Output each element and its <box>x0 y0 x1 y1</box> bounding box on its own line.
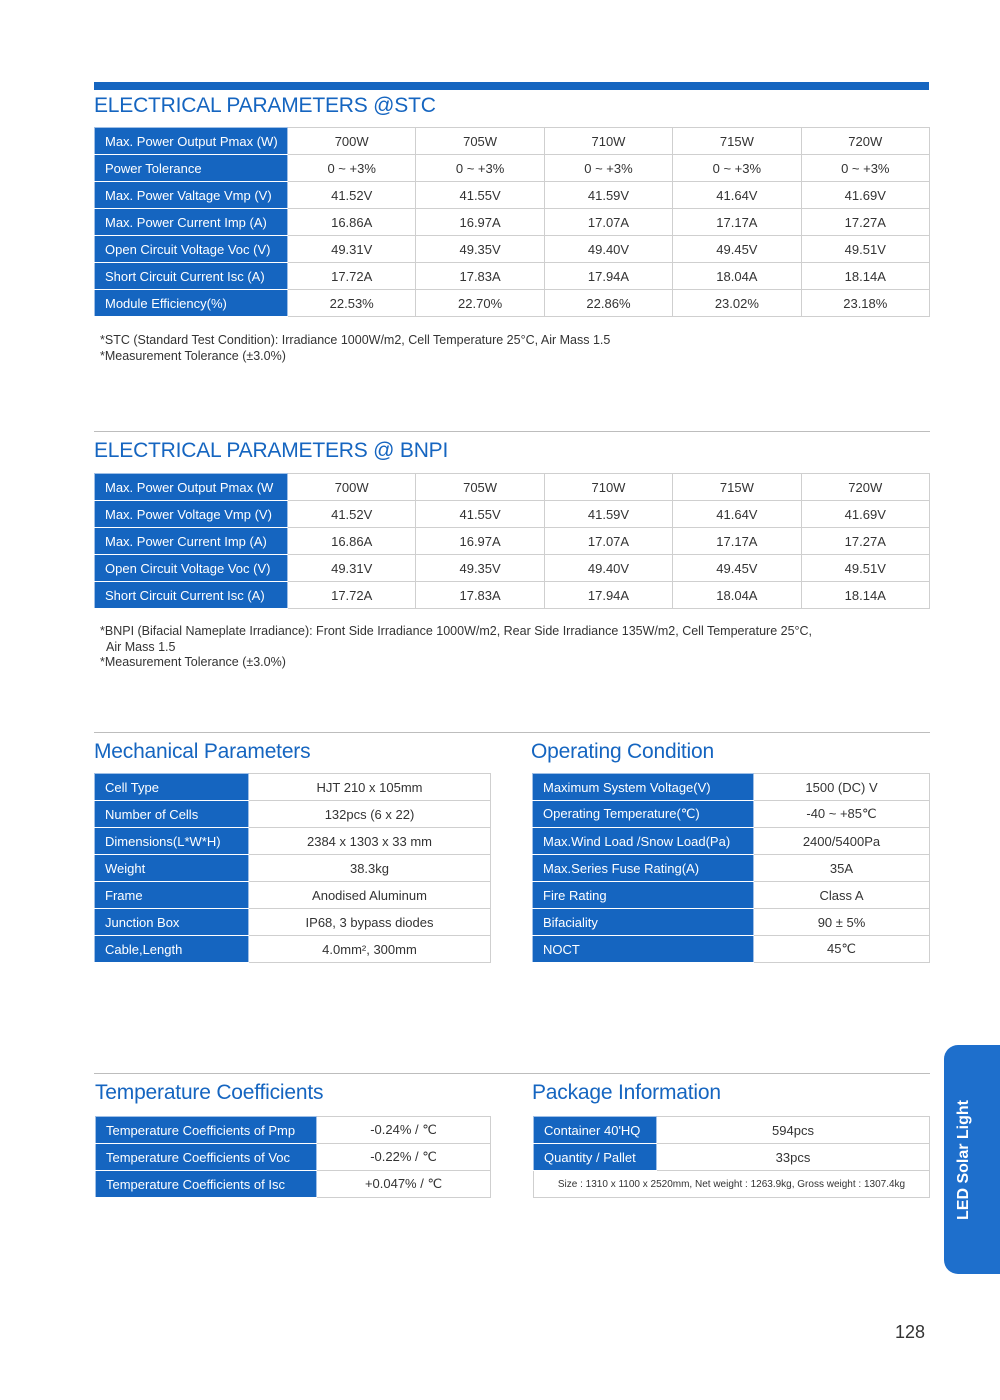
table-row <box>95 774 491 801</box>
row-label: Bifaciality <box>533 909 754 936</box>
table-cell: 41.59V <box>544 182 672 209</box>
row-value: 1500 (DC) V <box>754 774 930 801</box>
table-cell: 41.69V <box>801 182 929 209</box>
row-value: -0.22% / ℃ <box>317 1144 491 1171</box>
table-cell: 17.07A <box>544 209 672 236</box>
table-cell: 17.83A <box>416 582 544 609</box>
table-cell: 41.64V <box>673 501 801 528</box>
table-row <box>533 801 930 828</box>
section-side-tab <box>944 1045 1000 1274</box>
row-value: 33pcs <box>657 1144 930 1171</box>
table-cell: 17.72A <box>288 582 416 609</box>
table-row <box>95 555 930 582</box>
table-row <box>95 528 930 555</box>
table-row <box>95 209 930 236</box>
table-row <box>95 263 930 290</box>
table-cell: 22.53% <box>288 290 416 317</box>
row-label: Module Efficiency(%) <box>95 290 288 317</box>
table-cell: 49.31V <box>288 236 416 263</box>
table-cell: 41.55V <box>416 501 544 528</box>
stc-parameters-table <box>94 127 930 317</box>
package-information-table <box>533 1116 930 1198</box>
row-label: Short Circuit Current Isc (A) <box>95 582 288 609</box>
table-row <box>95 582 930 609</box>
table-row <box>95 936 491 963</box>
table-cell: 715W <box>673 128 801 155</box>
table-cell: 41.69V <box>801 501 929 528</box>
package-size-note: Size : 1310 x 1100 x 2520mm, Net weight : 1263.9kg, Gross weight : 1307.4kg <box>534 1171 930 1198</box>
row-label: Max. Power Voltage Vmp (V) <box>95 501 288 528</box>
row-value: -40 ~ +85℃ <box>754 801 930 828</box>
page-number: 128 <box>894 1322 925 1342</box>
operating-condition-table <box>532 773 930 963</box>
table-row <box>95 474 930 501</box>
table-row <box>533 882 930 909</box>
table-cell: 720W <box>801 128 929 155</box>
divider <box>94 732 930 733</box>
table-row <box>95 236 930 263</box>
divider <box>94 431 930 432</box>
table-cell: 23.18% <box>801 290 929 317</box>
row-label: Max. Power Output Pmax (W <box>95 474 288 501</box>
table-row <box>95 501 930 528</box>
row-label: Number of Cells <box>95 801 249 828</box>
divider <box>94 1073 930 1074</box>
table-cell: 17.94A <box>544 263 672 290</box>
row-value: HJT 210 x 105mm <box>249 774 491 801</box>
table-cell: 17.27A <box>801 528 929 555</box>
table-cell: 49.51V <box>801 555 929 582</box>
bnpi-parameters-table <box>94 473 930 609</box>
row-label: Max. Power Current Imp (A) <box>95 528 288 555</box>
row-label: Open Circuit Voltage Voc (V) <box>95 236 288 263</box>
row-value: 35A <box>754 855 930 882</box>
table-cell: 705W <box>416 128 544 155</box>
table-cell: 49.45V <box>673 555 801 582</box>
table-cell: 18.04A <box>673 263 801 290</box>
stc-note <box>100 333 610 364</box>
table-cell: 18.14A <box>801 582 929 609</box>
table-cell: 0 ~ +3% <box>801 155 929 182</box>
mechanical-parameters-table <box>94 773 491 963</box>
row-value: 4.0mm², 300mm <box>249 936 491 963</box>
table-cell: 23.02% <box>673 290 801 317</box>
table-row <box>533 855 930 882</box>
table-cell: 49.40V <box>544 236 672 263</box>
row-label: Cell Type <box>95 774 249 801</box>
row-value: 90 ± 5% <box>754 909 930 936</box>
bnpi-note-airmass: Air Mass 1.5 <box>106 639 176 654</box>
table-cell: 49.35V <box>416 236 544 263</box>
table-cell: 49.51V <box>801 236 929 263</box>
table-row <box>95 909 491 936</box>
table-row <box>534 1144 930 1171</box>
row-label: Quantity / Pallet <box>534 1144 657 1171</box>
row-label: Dimensions(L*W*H) <box>95 828 249 855</box>
row-value: 132pcs (6 x 22) <box>249 801 491 828</box>
table-row <box>95 182 930 209</box>
table-cell: 49.40V <box>544 555 672 582</box>
row-label: NOCT <box>533 936 754 963</box>
row-label: Temperature Coefficients of Voc <box>96 1144 317 1171</box>
row-value: 45℃ <box>754 936 930 963</box>
row-value: Anodised Aluminum <box>249 882 491 909</box>
row-value: +0.047% / ℃ <box>317 1171 491 1198</box>
table-cell: 41.52V <box>288 501 416 528</box>
bnpi-note-tolerance: *Measurement Tolerance (±3.0%) <box>100 655 286 669</box>
row-value: IP68, 3 bypass diodes <box>249 909 491 936</box>
table-row <box>533 909 930 936</box>
row-value: Class A <box>754 882 930 909</box>
table-row <box>96 1171 491 1198</box>
bnpi-note <box>100 624 812 671</box>
table-row <box>96 1117 491 1144</box>
table-cell: 17.17A <box>673 528 801 555</box>
table-cell: 17.07A <box>544 528 672 555</box>
table-row <box>534 1117 930 1144</box>
row-label: Power Tolerance <box>95 155 288 182</box>
operating-section-title: Operating Condition <box>531 740 714 763</box>
table-cell: 0 ~ +3% <box>288 155 416 182</box>
row-label: Max. Power Output Pmax (W) <box>95 128 288 155</box>
table-row <box>95 882 491 909</box>
stc-note-condition: *STC (Standard Test Condition): Irradiance 1000W/m2, Cell Temperature 25°C, Air Mass 1.5 <box>100 333 611 347</box>
table-cell: 715W <box>673 474 801 501</box>
table-cell: 17.27A <box>801 209 929 236</box>
table-cell: 16.86A <box>288 528 416 555</box>
table-cell: 16.97A <box>416 528 544 555</box>
table-cell: 17.17A <box>673 209 801 236</box>
side-tab-label: LED Solar Light <box>955 1099 972 1220</box>
table-row <box>533 936 930 963</box>
table-cell: 49.35V <box>416 555 544 582</box>
table-row <box>95 801 491 828</box>
row-label: Max.Series Fuse Rating(A) <box>533 855 754 882</box>
table-cell: 0 ~ +3% <box>416 155 544 182</box>
row-label: Fire Rating <box>533 882 754 909</box>
row-value: 2384 x 1303 x 33 mm <box>249 828 491 855</box>
temperature-section-title: Temperature Coefficients <box>95 1081 324 1104</box>
row-label: Max.Wind Load /Snow Load(Pa) <box>533 828 754 855</box>
table-cell: 700W <box>288 474 416 501</box>
row-label: Maximum System Voltage(V) <box>533 774 754 801</box>
table-cell: 17.94A <box>544 582 672 609</box>
bnpi-section-title: ELECTRICAL PARAMETERS @ BNPI <box>94 439 449 462</box>
row-value: 38.3kg <box>249 855 491 882</box>
table-row <box>533 828 930 855</box>
table-cell: 41.55V <box>416 182 544 209</box>
table-cell: 710W <box>544 128 672 155</box>
row-label: Temperature Coefficients of Pmp <box>96 1117 317 1144</box>
table-cell: 41.59V <box>544 501 672 528</box>
row-label: Frame <box>95 882 249 909</box>
table-cell: 17.83A <box>416 263 544 290</box>
temperature-coefficients-table <box>95 1116 491 1198</box>
row-label: Open Circuit Voltage Voc (V) <box>95 555 288 582</box>
table-cell: 700W <box>288 128 416 155</box>
table-row <box>95 828 491 855</box>
row-value: 594pcs <box>657 1117 930 1144</box>
table-row <box>533 774 930 801</box>
row-label: Operating Temperature(℃) <box>533 801 754 828</box>
row-label: Short Circuit Current Isc (A) <box>95 263 288 290</box>
package-section-title: Package Information <box>532 1081 721 1104</box>
table-cell: 49.31V <box>288 555 416 582</box>
row-label: Max. Power Current Imp (A) <box>95 209 288 236</box>
table-cell: 49.45V <box>673 236 801 263</box>
table-row <box>95 290 930 317</box>
table-cell: 0 ~ +3% <box>673 155 801 182</box>
table-cell: 41.52V <box>288 182 416 209</box>
table-cell: 18.04A <box>673 582 801 609</box>
bnpi-note-condition: *BNPI (Bifacial Nameplate Irradiance): Front Side Irradiance 1000W/m2, Rear Side Irradiance 135W/m2, Cell Temperature 25°C, <box>100 624 813 638</box>
table-cell: 710W <box>544 474 672 501</box>
stc-section-title: ELECTRICAL PARAMETERS @STC <box>94 94 436 117</box>
row-label: Junction Box <box>95 909 249 936</box>
top-accent-bar <box>94 82 929 90</box>
table-cell: 22.70% <box>416 290 544 317</box>
row-label: Container 40'HQ <box>534 1117 657 1144</box>
table-cell: 17.72A <box>288 263 416 290</box>
row-label: Max. Power Valtage Vmp (V) <box>95 182 288 209</box>
table-row <box>95 155 930 182</box>
table-row <box>96 1144 491 1171</box>
table-row <box>95 128 930 155</box>
row-label: Cable,Length <box>95 936 249 963</box>
table-cell: 16.86A <box>288 209 416 236</box>
table-row <box>95 855 491 882</box>
table-cell: 705W <box>416 474 544 501</box>
mechanical-section-title: Mechanical Parameters <box>94 740 311 763</box>
table-cell: 0 ~ +3% <box>544 155 672 182</box>
stc-note-tolerance: *Measurement Tolerance (±3.0%) <box>100 348 286 363</box>
row-label: Weight <box>95 855 249 882</box>
row-label: Temperature Coefficients of Isc <box>96 1171 317 1198</box>
table-cell: 22.86% <box>544 290 672 317</box>
table-cell: 720W <box>801 474 929 501</box>
table-cell: 18.14A <box>801 263 929 290</box>
table-cell: 16.97A <box>416 209 544 236</box>
table-cell: 41.64V <box>673 182 801 209</box>
row-value: -0.24% / ℃ <box>317 1117 491 1144</box>
row-value: 2400/5400Pa <box>754 828 930 855</box>
